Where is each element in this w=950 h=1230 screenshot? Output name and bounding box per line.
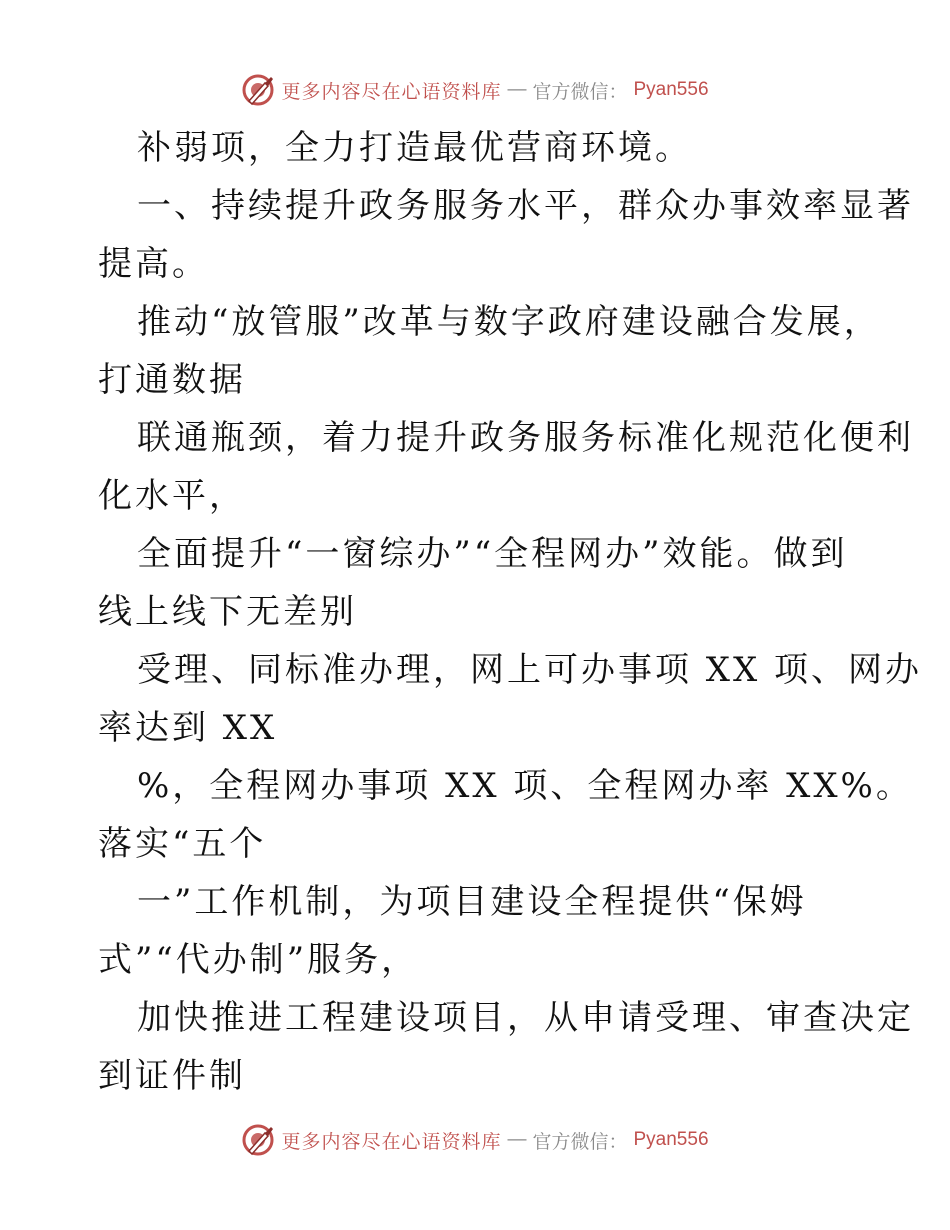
watermark-wechat-id: Pyan556 — [633, 79, 709, 100]
watermark-separator: — — [507, 1129, 527, 1150]
body-line: 补弱项，全力打造最优营商环境。 — [137, 128, 692, 168]
body-line: 化水平， — [98, 476, 246, 516]
body-line: 联通瓶颈，着力提升政务服务标准化规范化便利 — [137, 418, 914, 458]
body-line: 一、持续提升政务服务水平，群众办事效率显著 — [137, 186, 914, 226]
body-line: %，全程网办事项 XX 项、全程网办率 XX%。 — [137, 766, 913, 806]
pen-logo-icon — [241, 1123, 275, 1157]
watermark-wechat-label: 官方微信： — [532, 80, 628, 103]
body-line: 提高。 — [98, 244, 209, 284]
pen-logo-icon — [241, 73, 275, 107]
body-line: 受理、同标准办理，网上可办事项 XX 项、网办 — [137, 650, 923, 690]
body-line: 率达到 XX — [98, 708, 278, 748]
body-line: 式”“代办制”服务， — [98, 940, 419, 980]
body-line: 加快推进工程建设项目，从申请受理、审查决定 — [137, 998, 914, 1038]
body-line: 落实“五个 — [98, 824, 267, 864]
watermark-brand: 更多内容尽在心语资料库 — [281, 1130, 502, 1153]
body-line: 推动“放管服”改革与数字政府建设融合发展， — [137, 302, 881, 342]
body-line: 线上线下无差别 — [98, 592, 357, 632]
watermark-wechat-label: 官方微信： — [532, 1130, 628, 1153]
body-line: 一”工作机制，为项目建设全程提供“保姆 — [137, 882, 807, 922]
watermark-wechat-id: Pyan556 — [633, 1129, 709, 1150]
watermark-separator: — — [507, 79, 527, 100]
body-line: 打通数据 — [98, 360, 246, 400]
watermark-brand: 更多内容尽在心语资料库 — [281, 80, 502, 103]
body-line: 全面提升“一窗综办”“全程网办”效能。做到 — [137, 534, 848, 574]
body-line: 到证件制 — [98, 1056, 246, 1096]
header-watermark — [0, 70, 950, 110]
footer-watermark — [0, 1120, 950, 1160]
